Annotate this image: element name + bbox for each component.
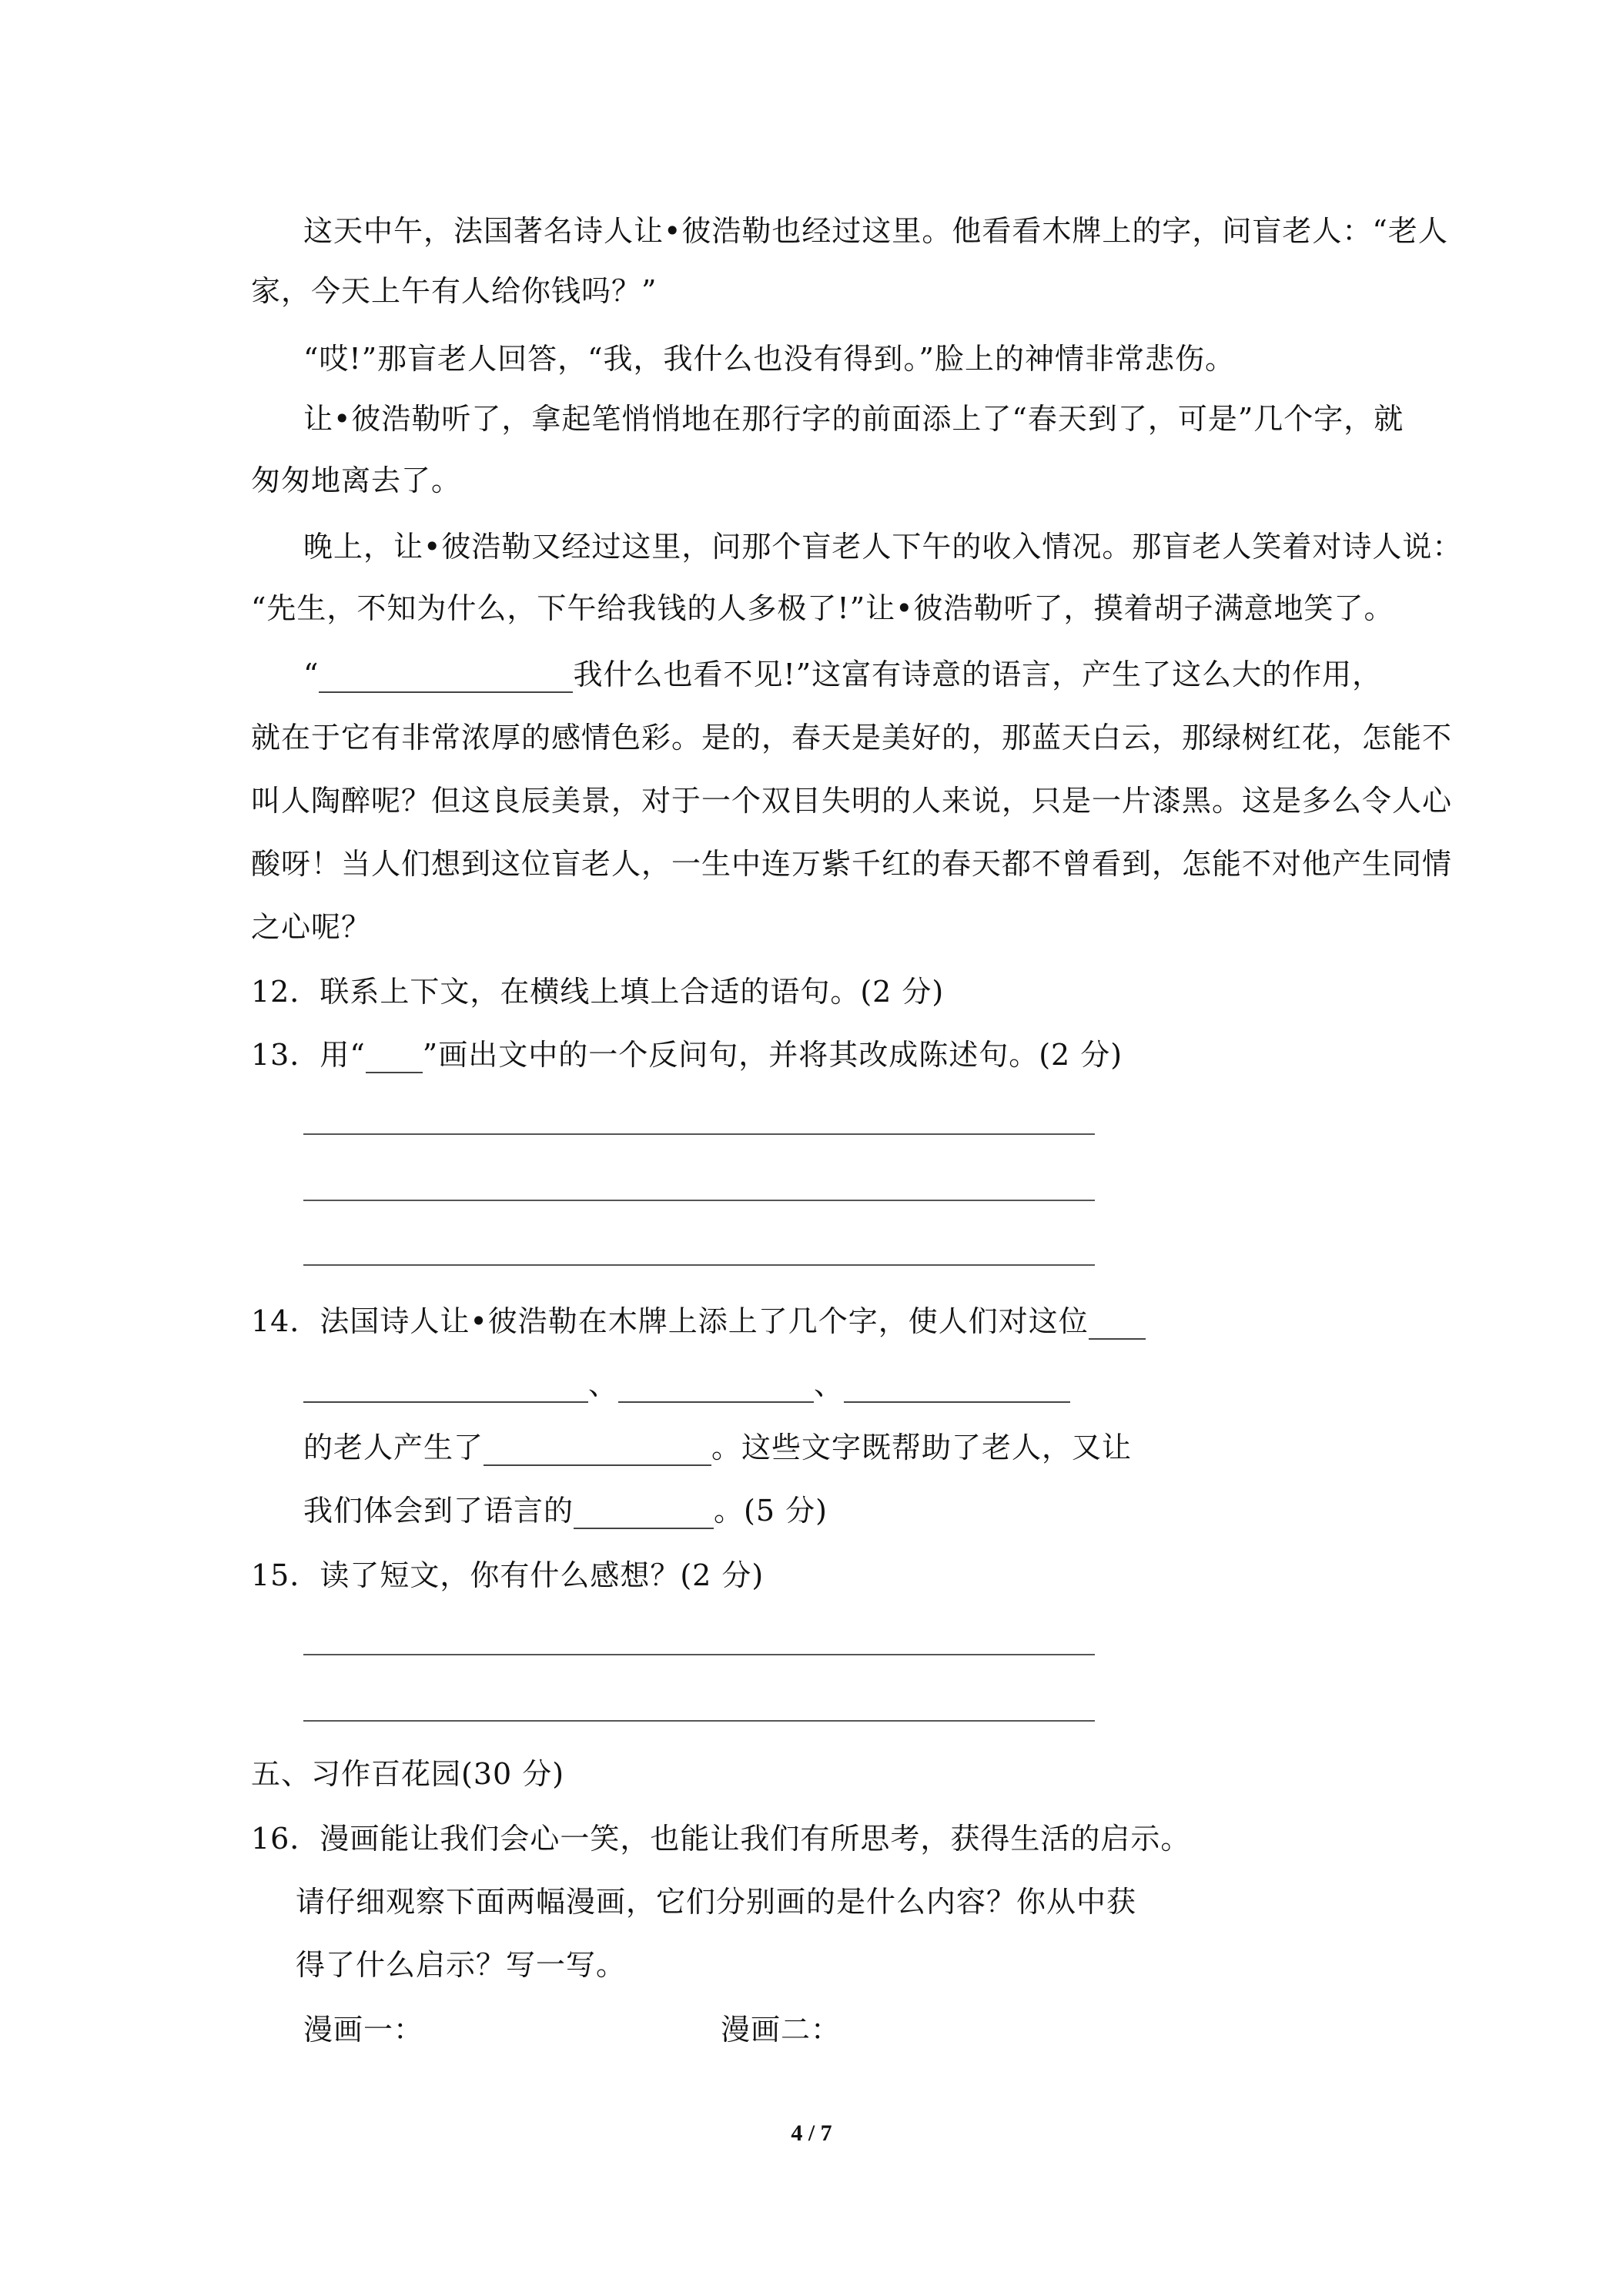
question-16-line3: 得了什么启示？写一写。 — [296, 1948, 627, 1982]
question-14-line2 — [303, 1366, 1070, 1403]
passage-p1-line1: 这天中午，法国著名诗人让•彼浩勒也经过这里。他看看木牌上的字，问盲老人：“老人 — [303, 214, 1448, 248]
page-number: 4 / 7 — [791, 2120, 832, 2146]
fill-blank-14-e[interactable] — [484, 1437, 711, 1466]
fill-blank-14-f[interactable] — [574, 1500, 714, 1529]
answer-line-15-1[interactable] — [303, 1654, 1095, 1655]
passage-p3-line1: 让•彼浩勒听了，拿起笔悄悄地在那行字的前面添上了“春天到了，可是”几个字，就 — [303, 402, 1404, 436]
answer-line-13-3[interactable] — [303, 1264, 1095, 1266]
passage-p5-line5: 之心呢？ — [251, 910, 372, 944]
question-14-line3-end: 。这些文字既帮助了老人，又让 — [711, 1431, 1133, 1464]
question-16-line1: 16．漫画能让我们会心一笑，也能让我们有所思考，获得生活的启示。 — [251, 1822, 1191, 1856]
question-14-points: 。(5 分) — [714, 1494, 828, 1528]
fill-blank-14-d[interactable] — [844, 1374, 1070, 1403]
fill-blank-14-c[interactable] — [618, 1374, 814, 1403]
passage-p3-line2: 匆匆地离去了。 — [251, 464, 462, 497]
passage-p5-line3: 叫人陶醉呢？但这良辰美景，对于一个双目失明的人来说，只是一片漆黑。这是多么令人心 — [251, 784, 1453, 818]
separator: 、 — [588, 1367, 619, 1401]
fill-blank-12[interactable] — [319, 664, 573, 693]
question-14-line3 — [303, 1429, 1132, 1466]
question-12: 12．联系上下文，在横线上填上合适的语句。(2 分) — [251, 975, 945, 1009]
passage-p5-line1 — [303, 656, 1382, 693]
passage-p5-line1-text: 我什么也看不见!”这富有诗意的语言，产生了这么大的作用， — [573, 658, 1383, 691]
question-13 — [251, 1036, 1123, 1073]
separator: 、 — [814, 1367, 845, 1401]
section-5-heading: 五、习作百花园(30 分) — [251, 1757, 565, 1791]
comic-1-label: 漫画一： — [303, 2013, 424, 2047]
passage-p5-line2: 就在于它有非常浓厚的感情色彩。是的，春天是美好的，那蓝天白云，那绿树红花，怎能不 — [251, 721, 1453, 755]
answer-line-13-1[interactable] — [303, 1133, 1095, 1135]
comic-2-label: 漫画二： — [721, 2013, 842, 2047]
passage-p4-line2: “先生，不知为什么，下午给我钱的人多极了!”让•彼浩勒听了，摸着胡子满意地笑了。 — [251, 591, 1394, 625]
passage-p5-line4: 酸呀！当人们想到这位盲老人，一生中连万紫千红的春天都不曾看到，怎能不对他产生同情 — [251, 847, 1453, 881]
passage-p2: “哎!”那盲老人回答，“我，我什么也没有得到。”脸上的神情非常悲伤。 — [303, 342, 1235, 376]
answer-line-15-2[interactable] — [303, 1720, 1095, 1722]
underline-sample — [366, 1044, 423, 1073]
question-14-line1 — [251, 1303, 1146, 1340]
question-13-prefix: 13．用“ — [251, 1038, 366, 1072]
question-14-line4-text: 我们体会到了语言的 — [303, 1494, 574, 1528]
passage-p4-line1: 晚上，让•彼浩勒又经过这里，问那个盲老人下午的收入情况。那盲老人笑着对诗人说： — [303, 530, 1463, 564]
answer-line-13-2[interactable] — [303, 1200, 1095, 1201]
passage-p1-line2: 家，今天上午有人给你钱吗？” — [251, 274, 658, 308]
fill-blank-14-b[interactable] — [303, 1374, 588, 1403]
question-14-line3-text: 的老人产生了 — [303, 1431, 484, 1464]
question-13-text: ”画出文中的一个反问句，并将其改成陈述句。(2 分) — [422, 1038, 1123, 1072]
fill-blank-14-a[interactable] — [1089, 1310, 1146, 1340]
question-15: 15．读了短文，你有什么感想？(2 分) — [251, 1558, 765, 1592]
open-quote: “ — [303, 658, 320, 691]
question-14-text: 14．法国诗人让•彼浩勒在木牌上添上了几个字，使人们对这位 — [251, 1304, 1089, 1338]
question-14-line4 — [303, 1492, 828, 1529]
question-16-line2: 请仔细观察下面两幅漫画，它们分别画的是什么内容？你从中获 — [296, 1885, 1137, 1919]
